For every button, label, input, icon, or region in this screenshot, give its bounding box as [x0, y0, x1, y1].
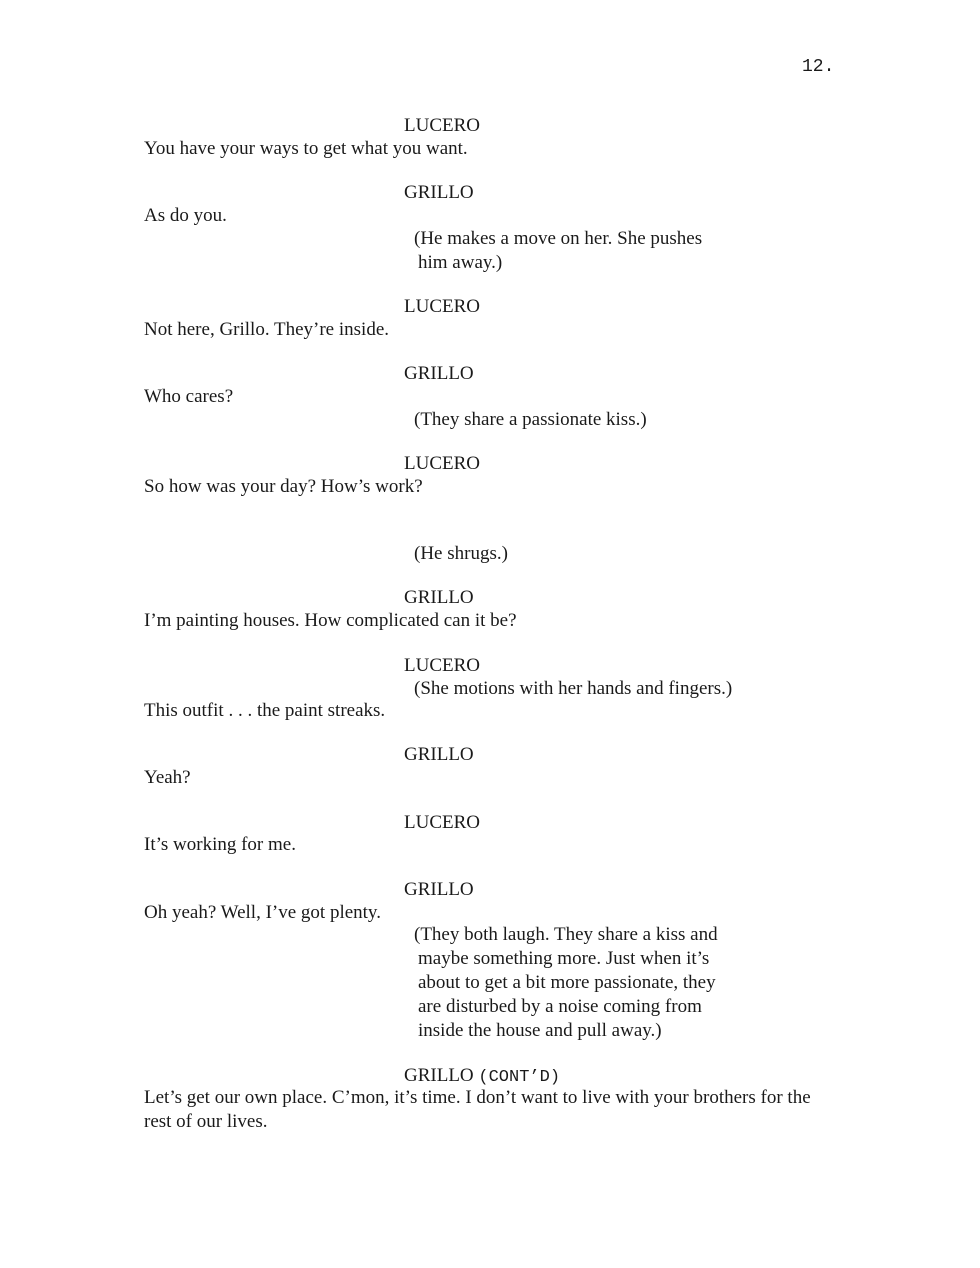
- character-name: LUCERO: [404, 655, 480, 676]
- dialogue-line: So how was your day? How’s work?: [144, 476, 423, 497]
- dialogue-line: This outfit . . . the paint streaks.: [144, 700, 386, 721]
- character-name: GRILLO: [404, 182, 474, 203]
- parenthetical-line: maybe something more. Just when it’s: [418, 948, 710, 969]
- dialogue-line: Yeah?: [144, 767, 191, 788]
- character-name: GRILLO: [404, 744, 474, 765]
- character-name: GRILLO: [404, 879, 474, 900]
- dialogue-line: rest of our lives.: [144, 1111, 268, 1132]
- character-name: GRILLO: [404, 587, 474, 608]
- character-name: GRILLO: [404, 1065, 474, 1086]
- character-name: LUCERO: [404, 812, 480, 833]
- character-name: LUCERO: [404, 115, 480, 136]
- dialogue-line: You have your ways to get what you want.: [144, 138, 468, 159]
- parenthetical-line: (He shrugs.): [414, 543, 508, 564]
- parenthetical-line: him away.): [418, 252, 503, 273]
- character-name: LUCERO: [404, 296, 480, 317]
- character-name: LUCERO: [404, 453, 480, 474]
- parenthetical-line: (He makes a move on her. She pushes: [414, 228, 703, 249]
- parenthetical-line: (They both laugh. They share a kiss and: [414, 924, 718, 945]
- character-name: GRILLO: [404, 363, 474, 384]
- parenthetical-line: inside the house and pull away.): [418, 1020, 662, 1041]
- parenthetical-line: (She motions with her hands and fingers.): [414, 678, 733, 699]
- dialogue-line: I’m painting houses. How complicated can it be?: [144, 610, 517, 631]
- dialogue-line: It’s working for me.: [144, 834, 296, 855]
- parenthetical-line: (They share a passionate kiss.): [414, 409, 647, 430]
- dialogue-line: Who cares?: [144, 386, 234, 407]
- parenthetical-line: about to get a bit more passionate, they: [418, 972, 716, 993]
- parenthetical-line: are disturbed by a noise coming from: [418, 996, 702, 1017]
- dialogue-line: Not here, Grillo. They’re inside.: [144, 319, 389, 340]
- character-extension: (CONT’D): [478, 1068, 561, 1087]
- page-number: 12.: [802, 57, 835, 77]
- dialogue-line: As do you.: [144, 205, 227, 226]
- dialogue-line: Let’s get our own place. C’mon, it’s time. I don’t want to live with your brothers for the: [144, 1087, 811, 1108]
- dialogue-line: Oh yeah? Well, I’ve got plenty.: [144, 902, 381, 923]
